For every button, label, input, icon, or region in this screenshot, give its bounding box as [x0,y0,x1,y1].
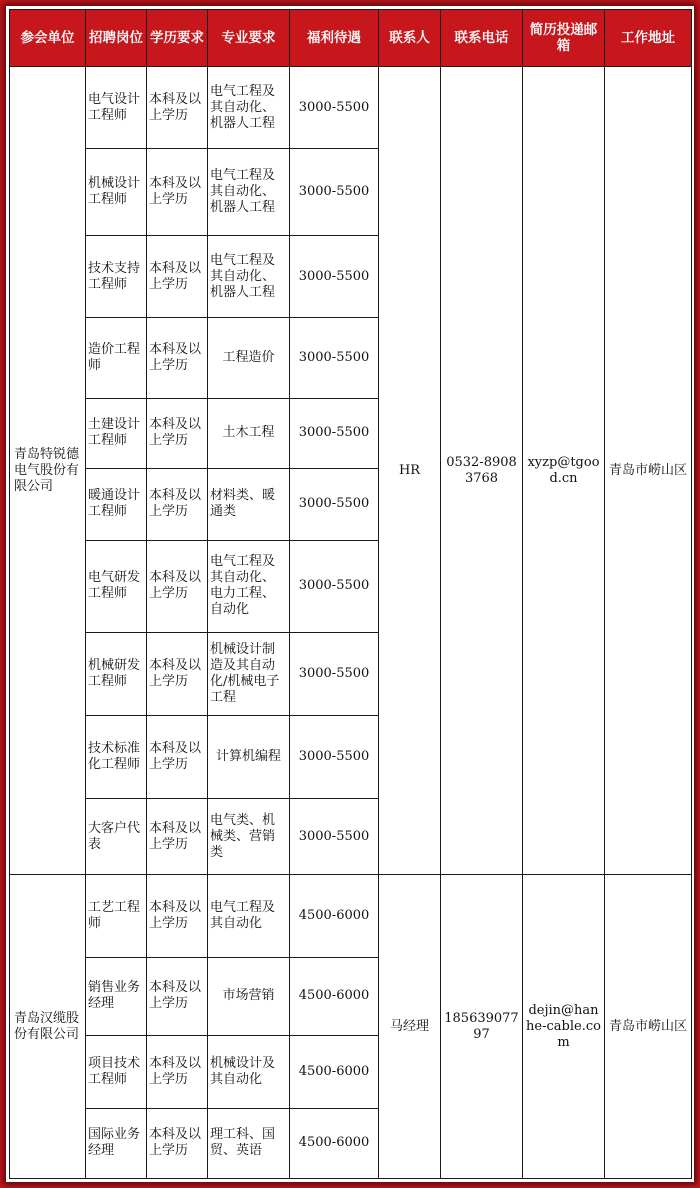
header-education: 学历要求 [147,10,208,67]
job-education: 本科及以上学历 [147,398,208,468]
job-position: 销售业务经理 [86,957,147,1035]
job-position: 机械研发工程师 [86,632,147,715]
job-education: 本科及以上学历 [147,469,208,540]
header-row [10,10,692,67]
job-salary: 3000-5500 [290,318,379,398]
job-salary: 3000-5500 [290,149,379,235]
table-row [10,67,692,149]
contact-phone: 18563907797 [441,875,523,1179]
contact-person: HR [379,67,441,875]
job-position: 造价工程师 [86,318,147,398]
header-major: 专业要求 [208,10,290,67]
job-major: 土木工程 [208,398,290,468]
job-position: 技术支持工程师 [86,235,147,317]
job-major: 电气工程及其自动化、电力工程、自动化 [208,540,290,632]
job-major: 电气工程及其自动化、机器人工程 [208,235,290,317]
company-name: 青岛汉缆股份有限公司 [10,875,86,1179]
header-email: 简历投递邮箱 [523,10,605,67]
work-address: 青岛市崂山区 [605,875,692,1179]
recruitment-table [9,9,692,1179]
job-education: 本科及以上学历 [147,235,208,317]
job-major: 电气工程及其自动化、机器人工程 [208,67,290,149]
job-salary: 3000-5500 [290,469,379,540]
job-major: 计算机编程 [208,716,290,798]
job-education: 本科及以上学历 [147,1036,208,1108]
job-salary: 4500-6000 [290,1108,379,1179]
job-education: 本科及以上学历 [147,540,208,632]
job-position: 电气设计工程师 [86,67,147,149]
table-row [10,875,692,957]
job-position: 技术标准化工程师 [86,716,147,798]
header-phone: 联系电话 [441,10,523,67]
header-address: 工作地址 [605,10,692,67]
job-education: 本科及以上学历 [147,957,208,1035]
job-salary: 3000-5500 [290,798,379,874]
job-salary: 4500-6000 [290,875,379,957]
job-education: 本科及以上学历 [147,318,208,398]
header-position: 招聘岗位 [86,10,147,67]
contact-phone: 0532-89083768 [441,67,523,875]
contact-person: 马经理 [379,875,441,1179]
job-salary: 3000-5500 [290,67,379,149]
job-education: 本科及以上学历 [147,716,208,798]
job-major: 机械设计及其自动化 [208,1036,290,1108]
company-name: 青岛特锐德电气股份有限公司 [10,67,86,875]
job-major: 材料类、暖通类 [208,469,290,540]
job-major: 机械设计制造及其自动化/机械电子工程 [208,632,290,715]
resume-email: dejin@hanhe-cable.com [523,875,605,1179]
job-position: 电气研发工程师 [86,540,147,632]
header-company: 参会单位 [10,10,86,67]
job-position: 工艺工程师 [86,875,147,957]
job-major: 电气类、机械类、营销类 [208,798,290,874]
job-education: 本科及以上学历 [147,149,208,235]
job-position: 土建设计工程师 [86,398,147,468]
work-address: 青岛市崂山区 [605,67,692,875]
job-salary: 3000-5500 [290,632,379,715]
job-education: 本科及以上学历 [147,875,208,957]
job-position: 暖通设计工程师 [86,469,147,540]
job-major: 工程造价 [208,318,290,398]
job-major: 电气工程及其自动化 [208,875,290,957]
job-major: 市场营销 [208,957,290,1035]
job-position: 国际业务经理 [86,1108,147,1179]
job-position: 大客户代表 [86,798,147,874]
job-education: 本科及以上学历 [147,798,208,874]
job-education: 本科及以上学历 [147,632,208,715]
job-major: 理工科、国贸、英语 [208,1108,290,1179]
header-contact: 联系人 [379,10,441,67]
job-position: 机械设计工程师 [86,149,147,235]
job-education: 本科及以上学历 [147,67,208,149]
job-major: 电气工程及其自动化、机器人工程 [208,149,290,235]
job-salary: 3000-5500 [290,540,379,632]
job-position: 项目技术工程师 [86,1036,147,1108]
job-salary: 3000-5500 [290,398,379,468]
job-salary: 4500-6000 [290,1036,379,1108]
job-education: 本科及以上学历 [147,1108,208,1179]
resume-email: xyzp@tgood.cn [523,67,605,875]
header-salary: 福利待遇 [290,10,379,67]
job-salary: 4500-6000 [290,957,379,1035]
job-salary: 3000-5500 [290,716,379,798]
page-frame [6,6,694,1182]
job-salary: 3000-5500 [290,235,379,317]
